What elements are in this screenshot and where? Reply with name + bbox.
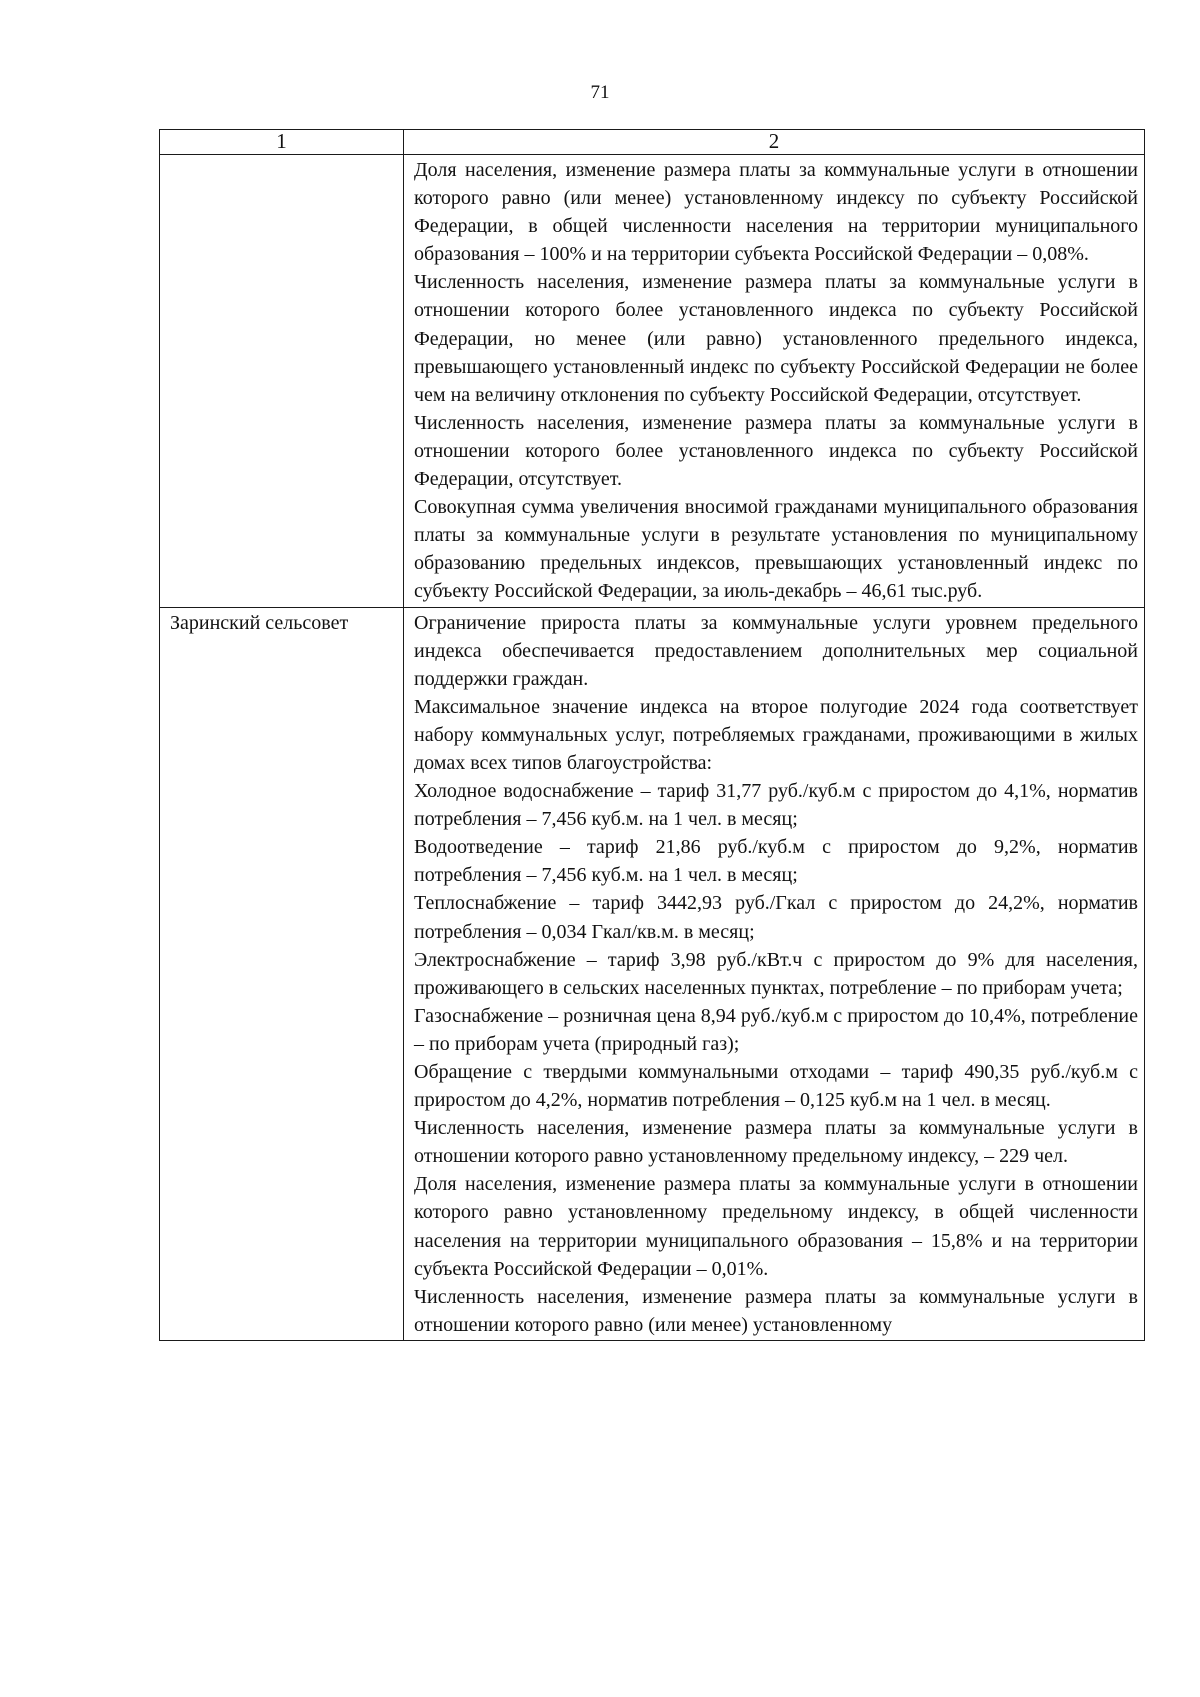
paragraph: Водоотведение – тариф 21,86 руб./куб.м с приростом до 9,2%, норматив потребления – 7,456 куб.м. на 1 чел. в месяц; xyxy=(414,836,1138,887)
table-header-row xyxy=(160,130,1145,155)
description-cell xyxy=(404,607,1145,1340)
table-row xyxy=(160,155,1145,608)
document-table xyxy=(159,129,1145,1341)
table-row xyxy=(160,607,1145,1340)
paragraph: Совокупная сумма увеличения вносимой гражданами муниципального образования платы за коммунальные услуги в результате установления по муниципальному образованию предельных индексов, превышающих установленный индекс по субъекту Российской Федерации, за июль-декабрь – 46,61 тыс.руб. xyxy=(414,496,1138,603)
paragraph: Доля населения, изменение размера платы за коммунальные услуги в отношении которого равно установленному предельному индексу, в общей численности населения на территории муниципального образования – 15,8% и на территории субъекта Российской Федерации – 0,01%. xyxy=(414,1173,1138,1280)
paragraph: Теплоснабжение – тариф 3442,93 руб./Гкал с приростом до 24,2%, норматив потребления – 0,034 Гкал/кв.м. в месяц; xyxy=(414,892,1138,943)
column-header-2: 2 xyxy=(404,130,1145,155)
paragraph: Численность населения, изменение размера платы за коммунальные услуги в отношении которого равно установленному предельному индексу, – 229 чел. xyxy=(414,1117,1138,1168)
paragraph: Численность населения, изменение размера платы за коммунальные услуги в отношении которого равно (или менее) установленному xyxy=(414,1285,1138,1336)
municipality-cell xyxy=(160,155,404,608)
municipality-cell: Заринский сельсовет xyxy=(160,607,404,1340)
paragraph: Газоснабжение – розничная цена 8,94 руб./куб.м с приростом до 10,4%, потребление – по приборам учета (природный газ); xyxy=(414,1004,1138,1055)
paragraph: Доля населения, изменение размера платы за коммунальные услуги в отношении которого равно (или менее) установленному индексу по субъекту Российской Федерации, в общей численности населения на территории муниципального образования – 100% и на территории субъекта Российской Федерации – 0,08%. xyxy=(414,159,1138,266)
column-header-1: 1 xyxy=(160,130,404,155)
page-number: 71 xyxy=(590,82,610,103)
description-cell xyxy=(404,155,1145,608)
paragraph: Ограничение прироста платы за коммунальные услуги уровнем предельного индекса обеспечивается предоставлением дополнительных мер социальной поддержки граждан. xyxy=(414,611,1138,690)
paragraph: Численность населения, изменение размера платы за коммунальные услуги в отношении которого более установленного индекса по субъекту Российской Федерации, но менее (или равно) установленного предельного индекса, превышающего установленный индекс по субъекту Российской Федерации не более чем на величину отклонения по субъекту Российской Федерации, отсутствует. xyxy=(414,271,1138,406)
paragraph: Максимальное значение индекса на второе полугодие 2024 года соответствует набору коммунальных услуг, потребляемых гражданами, проживающими в жилых домах всех типов благоустройства: xyxy=(414,695,1138,774)
paragraph: Электроснабжение – тариф 3,98 руб./кВт.ч с приростом до 9% для населения, проживающего в сельских населенных пунктах, потребление – по приборам учета; xyxy=(414,948,1138,999)
paragraph: Численность населения, изменение размера платы за коммунальные услуги в отношении которого более установленного индекса по субъекту Российской Федерации, отсутствует. xyxy=(414,411,1138,491)
paragraph: Холодное водоснабжение – тариф 31,77 руб./куб.м с приростом до 4,1%, норматив потребления – 7,456 куб.м. на 1 чел. в месяц; xyxy=(414,780,1138,831)
paragraph: Обращение с твердыми коммунальными отходами – тариф 490,35 руб./куб.м с приростом до 4,2%, норматив потребления – 0,125 куб.м на 1 чел. в месяц. xyxy=(414,1061,1138,1112)
